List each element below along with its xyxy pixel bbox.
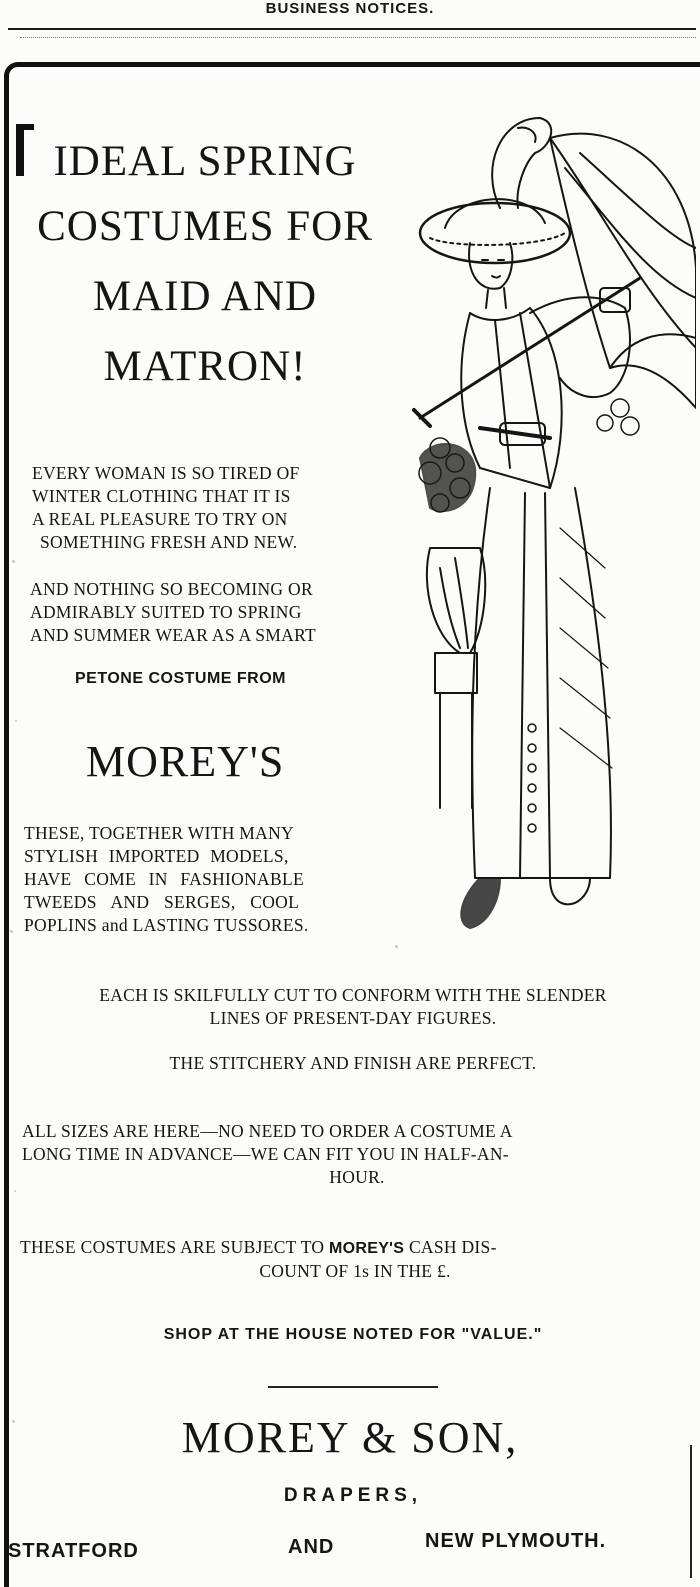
headline-line-2: COSTUMES FOR <box>37 203 373 250</box>
shop-line: SHOP AT THE HOUSE NOTED FOR "VALUE." <box>163 1326 543 1343</box>
discount-before: THESE COSTUMES ARE SUBJECT TO <box>20 1237 325 1257</box>
right-column-rule <box>690 1445 692 1578</box>
discount-paragraph <box>20 1236 690 1283</box>
paper-speckle <box>15 720 17 722</box>
location-stratford: STRATFORD <box>8 1540 139 1562</box>
paper-speckle <box>10 930 13 933</box>
sizes-line: ALL SIZES ARE HERE—NO NEED TO ORDER A COSTUME A <box>22 1121 513 1141</box>
intro-line: EVERY WOMAN IS SO TIRED OF <box>32 463 300 483</box>
each-line: EACH IS SKILFULLY CUT TO CONFORM WITH THE SLENDER <box>99 985 607 1005</box>
nothing-line: AND NOTHING SO BECOMING OR <box>30 579 313 599</box>
woman-with-parasol-illustration <box>400 108 696 938</box>
intro-line: SOMETHING FRESH AND NEW. <box>40 532 298 552</box>
nothing-line: ADMIRABLY SUITED TO SPRING <box>30 602 302 622</box>
each-line: LINES OF PRESENT-DAY FIGURES. <box>209 1008 497 1028</box>
sizes-line: HOUR. <box>329 1167 385 1187</box>
section-header: BUSINESS NOTICES. <box>265 0 435 17</box>
brand-name: MOREY'S <box>86 737 285 786</box>
header-dotted-rule <box>20 37 696 38</box>
header-rule <box>8 28 696 30</box>
each-paragraph <box>18 984 688 1030</box>
intro-paragraph <box>32 462 392 554</box>
discount-after: CASH DIS- <box>408 1237 497 1257</box>
nothing-paragraph <box>30 578 390 647</box>
headline-line-1: IDEAL SPRING <box>53 138 357 185</box>
sizes-line: LONG TIME IN ADVANCE—WE CAN FIT YOU IN HALF-AN- <box>22 1144 509 1164</box>
firm-name: MOREY & SON, <box>181 1413 519 1462</box>
paper-speckle <box>14 1190 16 1192</box>
discount-line-1 <box>20 1236 690 1260</box>
paper-speckle <box>395 945 398 948</box>
footer-divider <box>268 1386 438 1388</box>
intro-line: A REAL PLEASURE TO TRY ON <box>32 509 288 529</box>
models-line: HAVE COME IN FASHIONABLE <box>24 869 304 889</box>
models-paragraph <box>24 822 384 937</box>
location-and: AND <box>288 1536 335 1558</box>
paper-speckle <box>12 1420 15 1423</box>
petone-line: PETONE COSTUME FROM <box>75 670 286 687</box>
models-line: THESE, TOGETHER WITH MANY <box>24 823 294 843</box>
headline-line-3: MAID AND <box>92 273 318 320</box>
models-line: TWEEDS AND SERGES, COOL <box>24 892 300 912</box>
sizes-paragraph <box>22 1120 692 1189</box>
models-line: POPLINS and LASTING TUSSORES. <box>24 915 309 935</box>
headline-line-4: MATRON! <box>103 343 307 390</box>
intro-line: WINTER CLOTHING THAT IT IS <box>32 486 291 506</box>
nothing-line: AND SUMMER WEAR AS A SMART <box>30 625 316 645</box>
stitchery-line: THE STITCHERY AND FINISH ARE PERFECT. <box>169 1053 537 1073</box>
location-new-plymouth: NEW PLYMOUTH. <box>425 1530 607 1552</box>
discount-brand: MOREY'S <box>329 1240 405 1257</box>
models-line: STYLISH IMPORTED MODELS, <box>24 846 289 866</box>
discount-line-2: COUNT OF 1s IN THE £. <box>259 1261 451 1281</box>
trade-line: DRAPERS, <box>283 1485 423 1506</box>
paper-speckle <box>12 560 15 563</box>
